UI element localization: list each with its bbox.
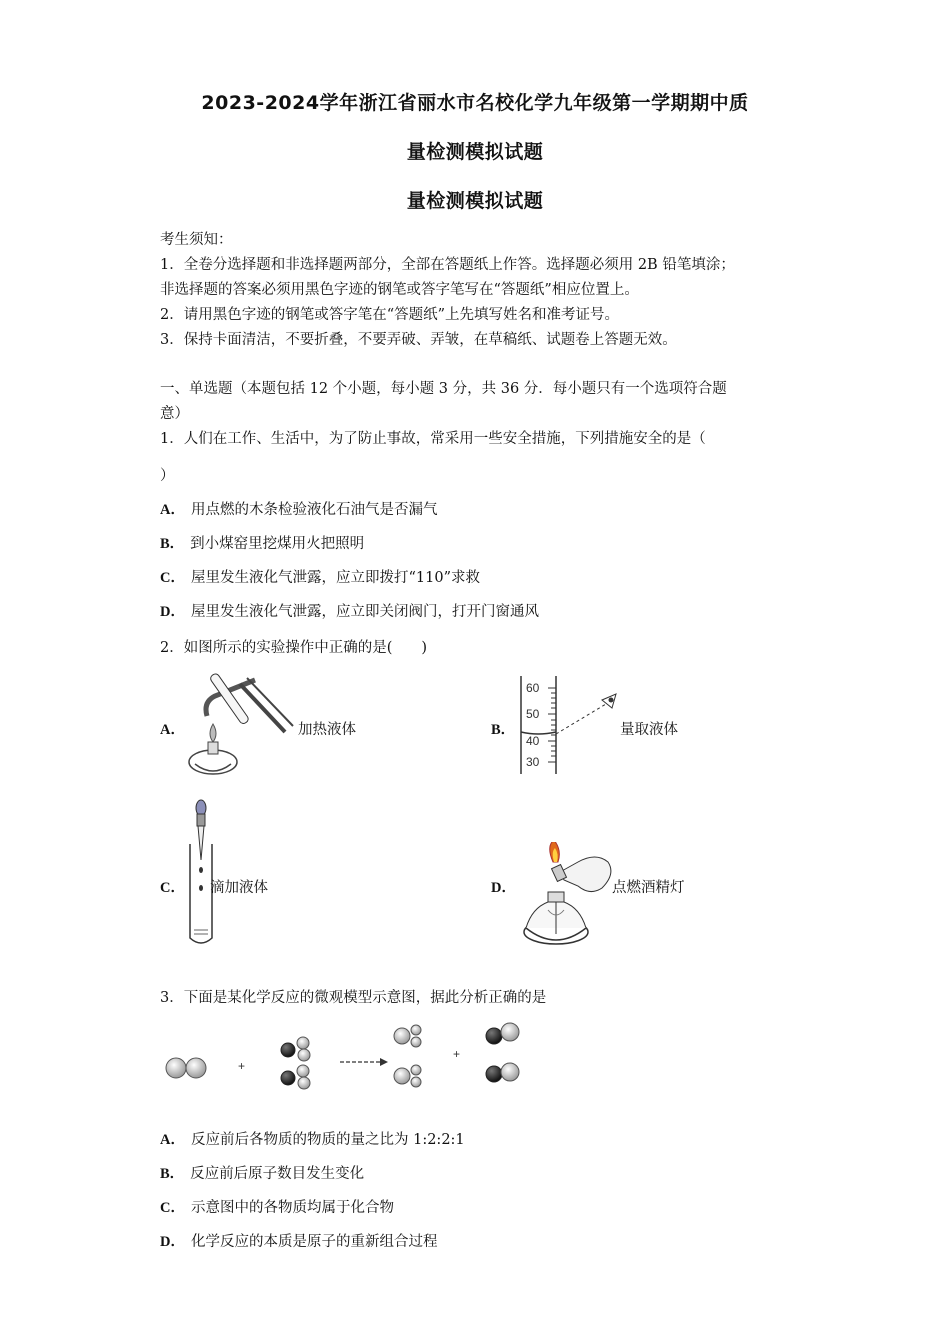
lighting-alcohol-lamp-illustration	[518, 842, 618, 947]
q3-option-b: B． 反应前后原子数目发生变化	[160, 1166, 365, 1182]
reaction-arrow-head	[380, 1058, 388, 1066]
section-heading-cont: 意）	[160, 406, 189, 422]
q2-figure-b-caption: 量取液体	[620, 722, 678, 738]
q3-option-a: A． 反应前后各物质的物质的量之比为 1:2:2:1	[160, 1132, 465, 1148]
notice-item: 2．请用黑色字迹的钢笔或答字笔在“答题纸”上先填写姓名和准考证号。	[160, 307, 620, 323]
q2-figure-c-caption: 滴加液体	[210, 880, 268, 896]
q2-figure-a-letter: A．	[160, 722, 185, 738]
q3-option-d: D． 化学反应的本质是原子的重新组合过程	[160, 1234, 438, 1250]
q2-figure-a-caption: 加热液体	[298, 722, 356, 738]
q3-option-c: C． 示意图中的各物质均属于化合物	[160, 1200, 394, 1216]
q2-figure-b-letter: B．	[491, 722, 516, 738]
product-molecule	[486, 1023, 519, 1044]
notice-heading: 考生须知：	[160, 232, 233, 248]
q2-figure-d-letter: D．	[491, 880, 516, 896]
page-title-line3: 量检测模拟试题	[406, 190, 544, 212]
q1-option-d: D． 屋里发生液化气泄露，应立即关闭阀门，打开门窗通风	[160, 604, 539, 620]
section-heading: 一、单选题（本题包括 12 个小题，每小题 3 分，共 36 分．每小题只有一个选项符合题	[160, 381, 727, 397]
reactant-molecule	[281, 1065, 310, 1089]
product-molecule	[486, 1063, 519, 1082]
plus-sign: +	[238, 1059, 246, 1073]
q2-figure-d-caption: 点燃酒精灯	[612, 880, 685, 896]
q1-option-b: B． 到小煤窑里挖煤用火把照明	[160, 536, 365, 552]
product-molecule	[394, 1065, 421, 1087]
page-title-line2: 量检测模拟试题	[406, 141, 544, 163]
scale-label-60: 60	[526, 681, 540, 695]
scale-label-50: 50	[526, 707, 540, 721]
q2-figure-c-letter: C．	[160, 880, 185, 896]
notice-item: 3．保持卡面清洁，不要折叠，不要弄破、弄皱，在草稿纸、试题卷上答题无效。	[160, 332, 677, 348]
reaction-micro-model-diagram	[160, 1018, 540, 1098]
dropping-liquid-illustration	[183, 798, 223, 948]
notice-item: 1．全卷分选择题和非选择题两部分，全部在答题纸上作答。选择题必须用 2B 铅笔填涂；	[160, 257, 735, 273]
notice-item: 非选择题的答案必须用黑色字迹的钢笔或答字笔写在“答题纸”相应位置上。	[160, 282, 639, 298]
plus-sign: +	[453, 1047, 461, 1061]
q3-stem: 3．下面是某化学反应的微观模型示意图，据此分析正确的是	[160, 990, 547, 1006]
page-title-line1: 2023-2024学年浙江省丽水市名校化学九年级第一学期期中质	[201, 92, 749, 114]
q2-stem: 2．如图所示的实验操作中正确的是( )	[160, 640, 428, 656]
reactant-molecule	[281, 1037, 310, 1061]
reactant-molecule	[166, 1058, 206, 1078]
q1-option-a: A． 用点燃的木条检验液化石油气是否漏气	[160, 502, 438, 518]
heating-liquid-illustration	[185, 672, 295, 780]
q1-option-c: C． 屋里发生液化气泄露，应立即拨打“110”求救	[160, 570, 480, 586]
q1-stem-cont: ）	[160, 468, 175, 484]
graduated-cylinder-illustration	[516, 674, 626, 778]
scale-label-40: 40	[526, 734, 540, 748]
product-molecule	[394, 1025, 421, 1047]
q1-stem: 1．人们在工作、生活中，为了防止事故，常采用一些安全措施，下列措施安全的是（	[160, 431, 706, 447]
scale-label-30: 30	[526, 755, 540, 769]
